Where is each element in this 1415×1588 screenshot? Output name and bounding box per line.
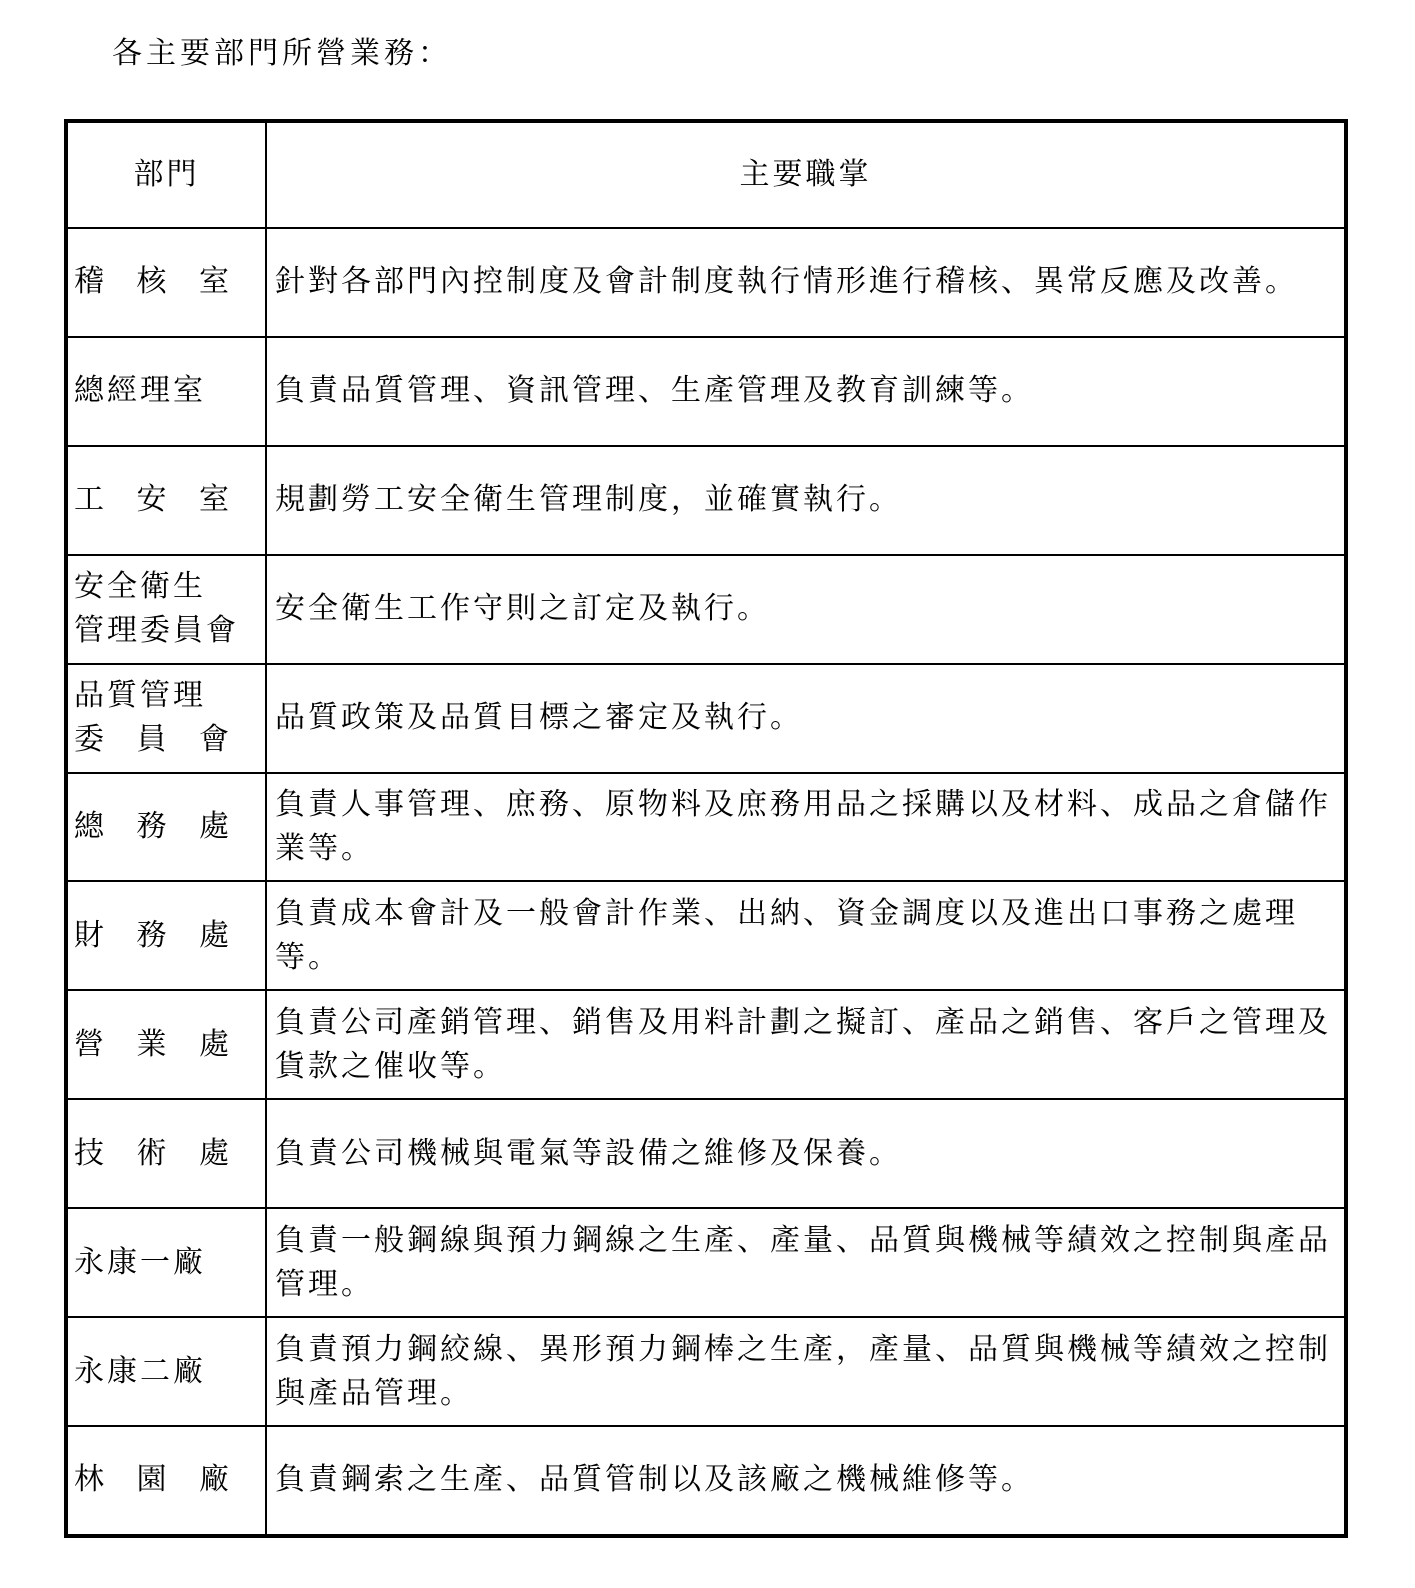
department-cell (66, 990, 266, 1099)
duties-text: 安全衛生工作守則之訂定及執行。 (275, 591, 770, 627)
department-cell (66, 337, 266, 446)
table-row (66, 1317, 1346, 1426)
department-cell (66, 1099, 266, 1208)
department-name: 林 園 廠 (74, 1462, 232, 1498)
table-header-row (66, 121, 1346, 228)
department-name-line-1: 安全衛生 (74, 569, 206, 605)
section-intro: 各主要部門所營業務： (112, 36, 452, 71)
department-name: 永康二廠 (74, 1353, 206, 1389)
duties-text: 負責鋼索之生產、品質管制以及該廠之機械維修等。 (275, 1462, 1034, 1498)
duties-text: 負責人事管理、庶務、原物料及庶務用品之採購以及材料、成品之倉儲作業等。 (275, 786, 1331, 866)
table-row (66, 337, 1346, 446)
duties-cell (266, 664, 1346, 773)
department-name-line-2: 委 員 會 (74, 722, 232, 758)
department-name: 稽 核 室 (74, 264, 232, 300)
duties-cell (266, 1099, 1346, 1208)
table-row (66, 664, 1346, 773)
department-cell (66, 1426, 266, 1536)
table-row (66, 990, 1346, 1099)
duties-cell (266, 555, 1346, 664)
duties-cell (266, 881, 1346, 990)
table-row (66, 773, 1346, 882)
duties-cell (266, 446, 1346, 555)
duties-cell (266, 337, 1346, 446)
duties-cell (266, 1208, 1346, 1317)
duties-text: 負責預力鋼絞線、異形預力鋼棒之生產，產量、品質與機械等績效之控制與產品管理。 (275, 1331, 1331, 1411)
department-cell (66, 773, 266, 882)
table-row (66, 555, 1346, 664)
duties-text: 負責一般鋼線與預力鋼線之生產、產量、品質與機械等績效之控制與產品管理。 (275, 1222, 1331, 1302)
duties-text: 負責公司產銷管理、銷售及用料計劃之擬訂、產品之銷售、客戶之管理及貨款之催收等。 (275, 1004, 1331, 1084)
duties-cell (266, 990, 1346, 1099)
department-cell (66, 881, 266, 990)
duties-text: 負責公司機械與電氣等設備之維修及保養。 (275, 1135, 902, 1171)
department-cell (66, 664, 266, 773)
department-name: 總 務 處 (74, 808, 232, 844)
department-name: 永康一廠 (74, 1244, 206, 1280)
department-duties-table (64, 119, 1348, 1538)
department-cell (66, 228, 266, 337)
table-row (66, 881, 1346, 990)
department-name-line-2: 管理委員會 (74, 613, 239, 649)
department-name: 營 業 處 (74, 1026, 232, 1062)
department-cell (66, 1208, 266, 1317)
department-name: 技 術 處 (74, 1135, 232, 1171)
table-row (66, 228, 1346, 337)
department-name: 工 安 室 (74, 482, 232, 518)
department-name-line-1: 品質管理 (74, 678, 206, 714)
header-duties: 主要職掌 (266, 121, 1346, 228)
department-name: 總經理室 (74, 373, 206, 409)
duties-text: 負責成本會計及一般會計作業、出納、資金調度以及進出口事務之處理等。 (275, 895, 1298, 975)
table-row (66, 1426, 1346, 1536)
duties-cell (266, 773, 1346, 882)
table-row (66, 1099, 1346, 1208)
department-cell (66, 1317, 266, 1426)
duties-text: 品質政策及品質目標之審定及執行。 (275, 700, 803, 736)
department-cell (66, 555, 266, 664)
header-department: 部門 (66, 121, 266, 228)
duties-cell (266, 228, 1346, 337)
table-row (66, 446, 1346, 555)
department-cell (66, 446, 266, 555)
duties-text: 負責品質管理、資訊管理、生產管理及教育訓練等。 (275, 373, 1034, 409)
table-row (66, 1208, 1346, 1317)
department-name: 財 務 處 (74, 917, 232, 953)
duties-cell (266, 1426, 1346, 1536)
duties-cell (266, 1317, 1346, 1426)
duties-text: 針對各部門內控制度及會計制度執行情形進行稽核、異常反應及改善。 (275, 264, 1298, 300)
duties-text: 規劃勞工安全衛生管理制度，並確實執行。 (275, 482, 902, 518)
